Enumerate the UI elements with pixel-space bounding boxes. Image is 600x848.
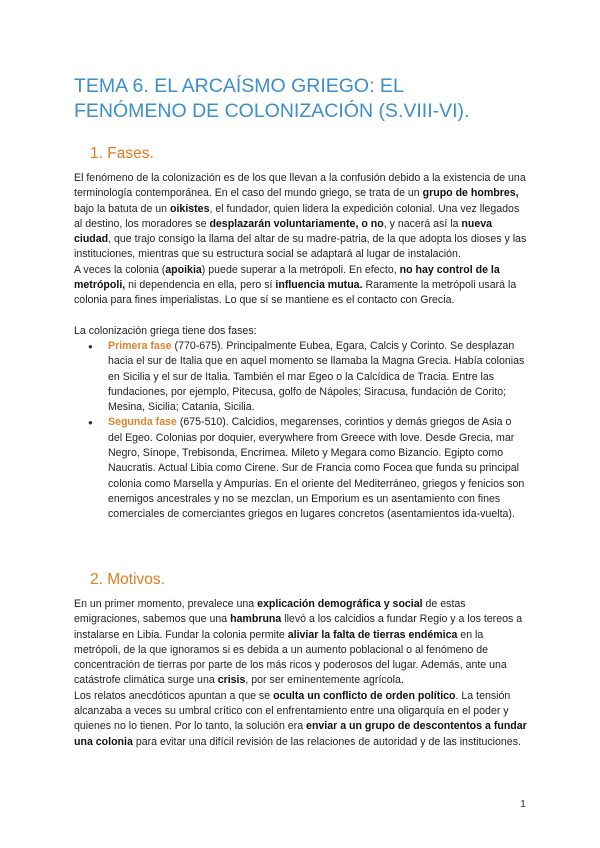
section-2-body — [74, 597, 528, 750]
title-line-1: TEMA 6. EL ARCAÍSMO GRIEGO: EL — [74, 75, 404, 97]
phases-list — [74, 339, 528, 523]
page-number: 1 — [520, 798, 526, 810]
paragraph: En un primer momento, prevalece una explicación demográfica y social de estas emigraciones, sabemos que una hambruna llevó a los calcidios a fundar Regio y a los tereos a instalarse en Libia. Fundar la colonia permite aliviar la falta de tierras endémica en la metrópoli, de la que ignoramos si es debida a un aumento poblacional o al fenómeno de concentración de tierras por parte de los más ricos y poderosos del lugar. Además, ante una catástrofe climática surge una crisis, por ser eminentemente agrícola. — [74, 598, 523, 687]
phases-intro: La colonización griega tiene dos fases: — [74, 324, 257, 337]
title-line-2: FENÓMENO DE COLONIZACIÓN (S.VIII-VI). — [74, 100, 470, 122]
section-1-body — [74, 171, 528, 523]
document-title — [74, 74, 554, 124]
paragraph: El fenómeno de la colonización es de los que llevan a la confusión debido a la existencia de una terminología contemporánea. En el caso del mundo griego, se trata de un grupo de hombres, bajo la batuta de un oikistes, el fundador, quien lidera la expedición colonial. Una vez llegados al destino, los moradores se desplazarán voluntariamente, o no, y nacerá así la nueva ciudad, que trajo consigo la llama del altar de su madre-patria, de la que adopta los dioses y las instituciones, mientras que su estructura social se adaptará al lugar de instalación. — [74, 172, 527, 261]
paragraph: A veces la colonia (apoikia) puede superar a la metrópoli. En efecto, no hay control de la metrópoli, ni dependencia en ella, pero sí influencia mutua. Raramente la metrópoli usará la colonia para fines imperialistas. Lo que sí se mantiene es el contacto con Grecia. — [74, 263, 517, 307]
section-2-heading: 2. Motivos. — [90, 571, 165, 588]
phase-label: Primera fase — [108, 339, 172, 352]
list-item: ● Segunda fase (675-510). Calcidios, megarenses, corintios y demás griegos de Asia o del Egeo. Colonias por doquier, everywhere from Greece with love. Desde Grecia, mar Negro, Sínope, Trebisonda, Encrimea. Mileto y Megara como Bizancio. Egipto como Naucratis. Actual Libia como Cirene. Sur de Francia como Focea que funda su principal colonia como Marsella y Ampurias. En el oriente del Mediterráneo, griegos y fenicios son enemigos ancestrales y no se mezclan, un Emporium es un asentamiento con fines comerciales de comerciantes griegos en lugares concretos (asentamientos ida-vuelta). — [74, 415, 528, 522]
phase-label: Segunda fase — [108, 416, 177, 429]
list-item: ● Primera fase (770-675). Principalmente Eubea, Egara, Calcis y Corinto. Se desplazan hacia el sur de Italia que en aquel momento se llamaba la Magna Grecia. Había colonias en Sicilia y el sur de Italia. También el mar Egeo o la Calcídica de Tracia. Entre las fundaciones, por ejemplo, Pitecusa, golfo de Nápoles; Siracusa, fundación de Corito; Mesina, Sicilia; Catania, Sicilia. — [74, 339, 528, 415]
section-1-heading: 1. Fases. — [90, 145, 154, 162]
paragraph: Los relatos anecdóticos apuntan a que se oculta un conflicto de orden político. La tensión alcanzaba a veces su umbral crítico con el enfrentamiento entre una oligarquía en el poder y quienes no lo tienen. Por lo tanto, la solución era enviar a un grupo de descontentos a fundar una colonia para evitar una difícil revisión de las relaciones de autoridad y de las instituciones. — [74, 689, 527, 748]
